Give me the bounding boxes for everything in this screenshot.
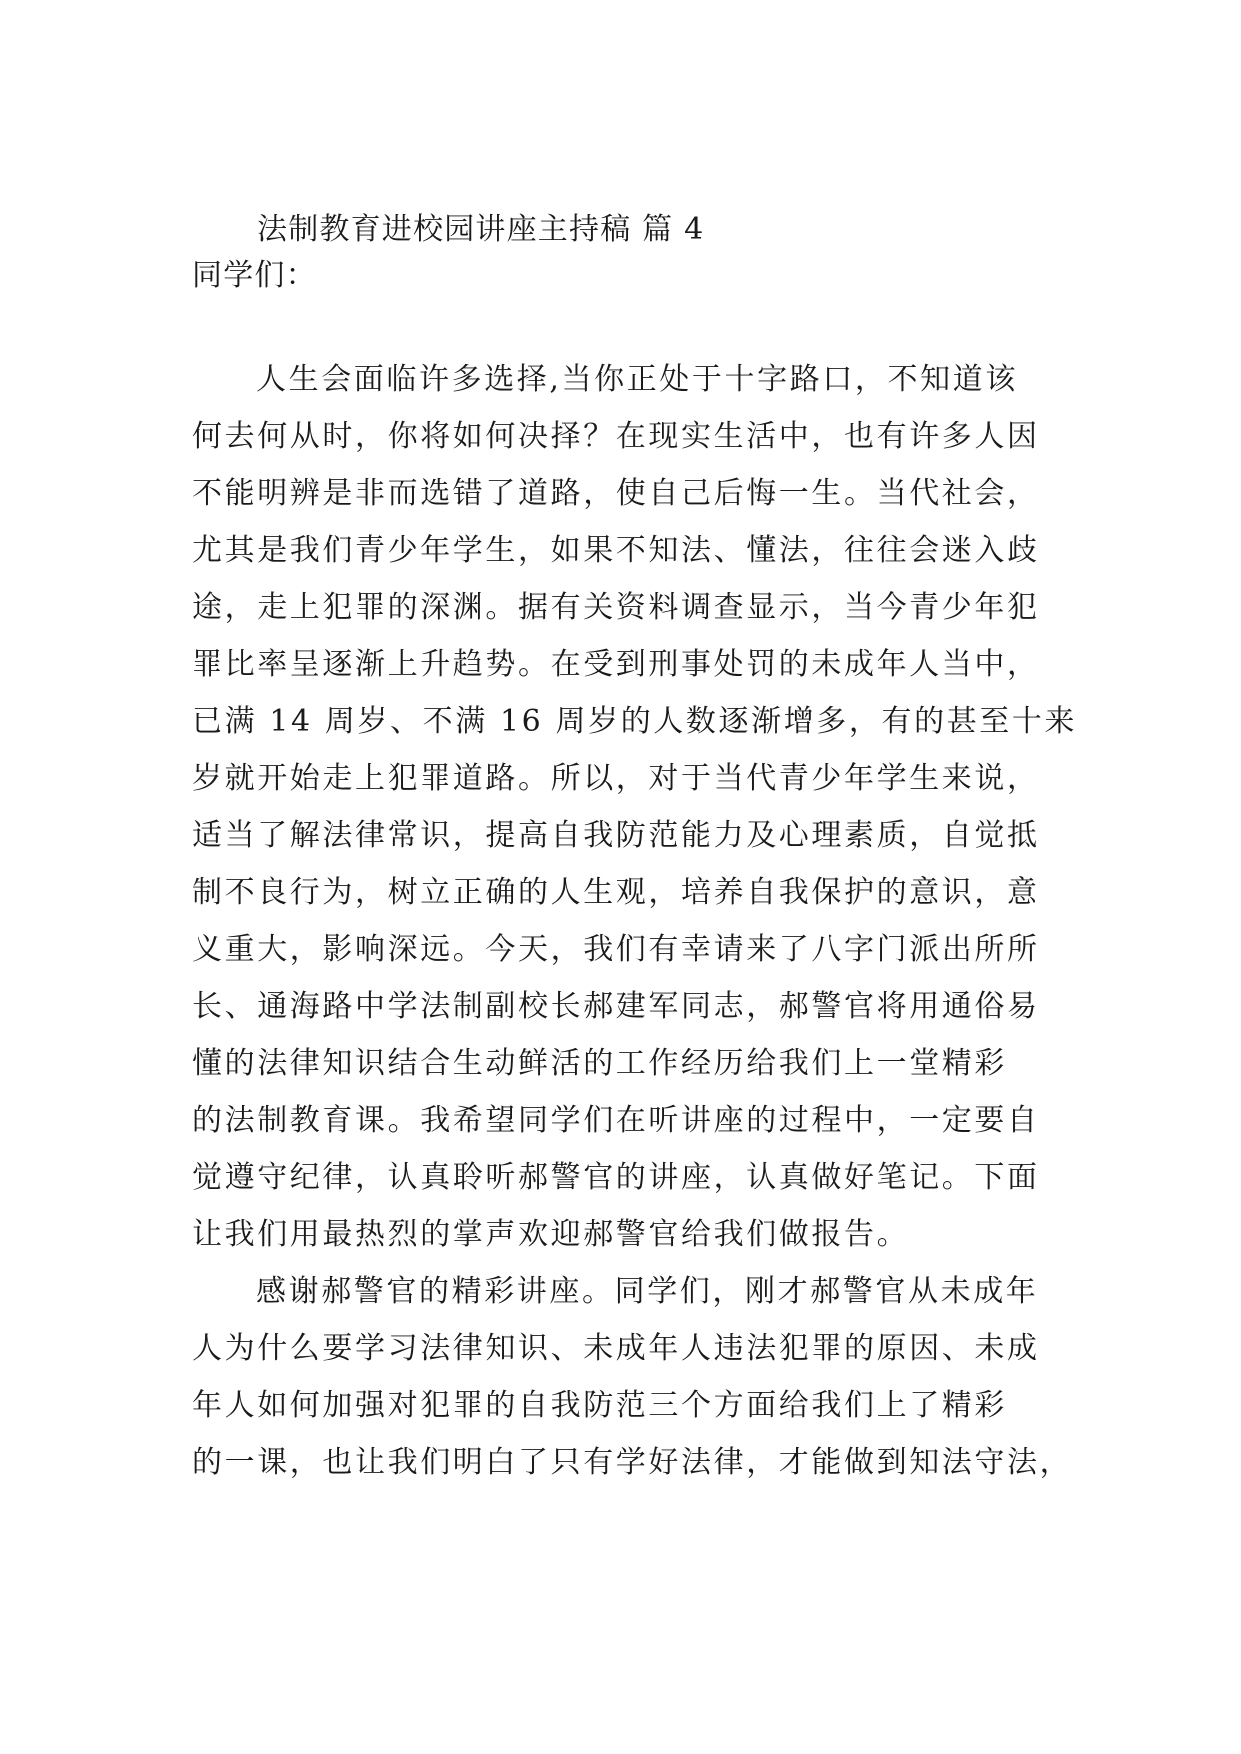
body-line: 人为什么要学习法律知识、未成年人违法犯罪的原因、未成: [192, 1331, 1040, 1366]
body-line: 让我们用最热烈的掌声欢迎郝警官给我们做报告。: [192, 1217, 910, 1252]
body-line: 不能明辨是非而选错了道路，使自己后悔一生。当代社会，: [192, 476, 1040, 511]
body-line: 尤其是我们青少年学生，如果不知法、懂法，往往会迷入歧: [192, 533, 1040, 568]
body-line: 人生会面临许多选择,当你正处于十字路口，不知道该: [256, 362, 1018, 397]
greeting: 同学们：: [192, 258, 317, 293]
body-line: 途，走上犯罪的深渊。据有关资料调查显示，当今青少年犯: [192, 590, 1040, 625]
body-line: 的一课，也让我们明白了只有学好法律，才能做到知法守法，: [192, 1445, 1073, 1480]
body-line: 已满 14 周岁、不满 16 周岁的人数逐渐增多，有的甚至十来: [192, 704, 1078, 739]
body-line: 觉遵守纪律，认真聆听郝警官的讲座，认真做好笔记。下面: [192, 1160, 1040, 1195]
body-line: 感谢郝警官的精彩讲座。同学们，刚才郝警官从未成年: [256, 1274, 1039, 1309]
body-line: 的法制教育课。我希望同学们在听讲座的过程中，一定要自: [192, 1103, 1040, 1138]
body-line: 罪比率呈逐渐上升趋势。在受到刑事处罚的未成年人当中，: [192, 647, 1040, 682]
body-line: 岁就开始走上犯罪道路。所以，对于当代青少年学生来说，: [192, 761, 1040, 796]
body-line: 年人如何加强对犯罪的自我防范三个方面给我们上了精彩: [192, 1388, 1007, 1423]
body-line: 义重大，影响深远。今天，我们有幸请来了八字门派出所所: [192, 932, 1040, 967]
document-title: 法制教育进校园讲座主持稿 篇 4: [257, 212, 705, 247]
body-line: 懂的法律知识结合生动鲜活的工作经历给我们上一堂精彩: [192, 1046, 1007, 1081]
body-line: 适当了解法律常识，提高自我防范能力及心理素质，自觉抵: [192, 818, 1040, 853]
body-line: 制不良行为，树立正确的人生观，培养自我保护的意识，意: [192, 875, 1040, 910]
body-line: 长、通海路中学法制副校长郝建军同志，郝警官将用通俗易: [192, 989, 1040, 1024]
body-line: 何去何从时，你将如何决择？在现实生活中，也有许多人因: [192, 419, 1040, 454]
